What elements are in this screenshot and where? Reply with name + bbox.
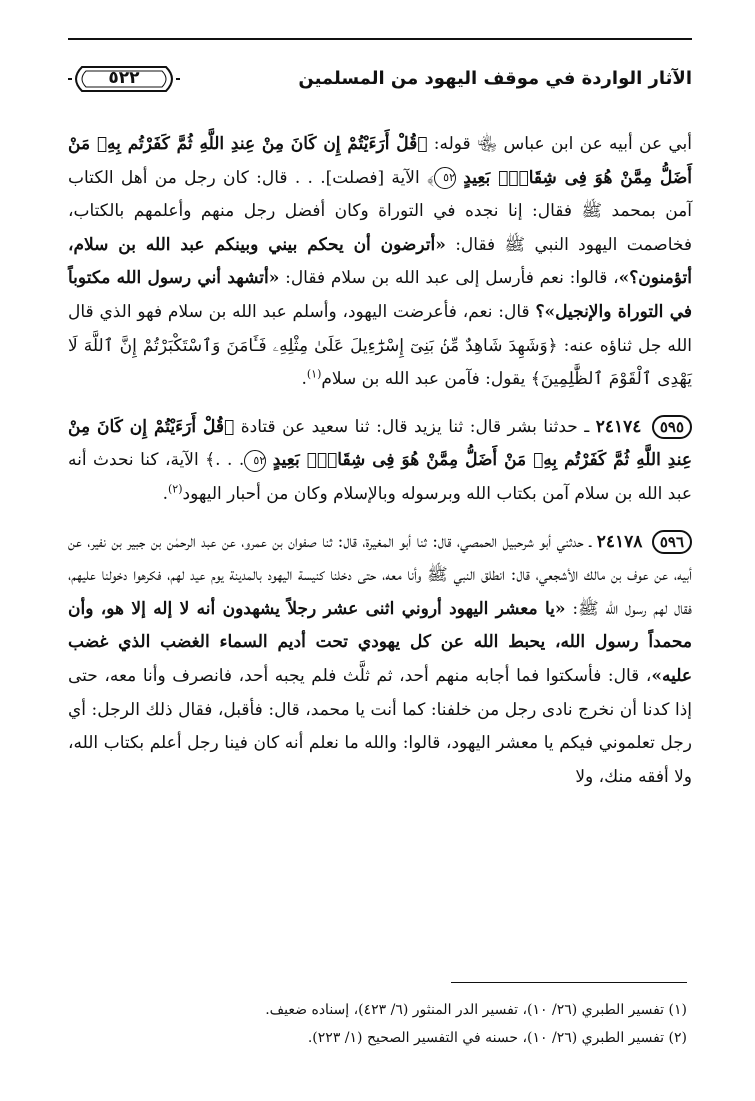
quran-verse: ﴿وَشَهِدَ شَاهِدٌ مِّنۢ بَنِىٓ إِسْرَٰٓءِيلَ عَلَىٰ مِثْلِهِۦ فَـَٔامَنَ وَٱسْتَكْبَرْتُمْ إِنَّ ٱللَّهَ لَا يَهْدِى ٱلْقَوْمَ ٱلظَّٰلِمِينَ﴾ <box>68 335 692 390</box>
running-title: الآثار الواردة في موقف اليهود من المسلمين <box>298 68 692 89</box>
footnote-ref: (١) <box>306 367 322 381</box>
page-number: ٥٢٢ <box>108 68 140 88</box>
page-header <box>68 62 692 102</box>
text: . <box>162 483 168 504</box>
text: أبي عن أبيه عن ابن عباس ﵄ قوله: <box>427 134 692 154</box>
text: يقول: فآمن عبد الله بن سلام <box>321 369 531 390</box>
footnote-rule <box>451 982 687 983</box>
text: ، قالوا: نعم فأرسل إلى عبد الله بن سلام فقال: <box>279 268 619 289</box>
text: ، قال: فأسكتوا فما أجابه منهم أحد، ثم ثلَّث فلم يجبه أحد، فانصرف وأنا معه، حتى إذا كدنا أن نخرج نادى رجل من خلفنا: كما أنت يا محمد، قال: فأقبل، فقال ذلك الرجل: أي رجل تعلموني فيكم يا معشر اليهود، قالوا: والله ما نعلم أنه كان فينا رجل أعلم بكتاب الله، ولا أفقه منك، ولا <box>68 665 692 787</box>
text: . <box>301 369 307 390</box>
hadith-quote: «يا معشر اليهود أروني اثنى عشر رجلاً يشهدون أنه لا إله إلا هو، وأن محمداً رسول الله، يحبط الله عن كل يهودي تحت أديم السماء الغضب الذي غضب عليه» <box>68 598 692 686</box>
text: قال: نعم، فأعرضت اليهود، وأسلم عبد الله بن سلام فهو الذي قال الله جل ثناؤه عنه: <box>68 301 692 356</box>
page-number-badge <box>68 64 180 94</box>
footnote-2: (٢) تفسير الطبري (٢٦/ ١٠)، حسنه في التفسير الصحيح (١/ ٢٢٣). <box>307 1030 687 1046</box>
paragraph-1 <box>68 128 692 397</box>
hadith-quote: «أتشهد أني رسول الله مكتوباً في التوراة والإنجيل»؟ <box>68 268 692 322</box>
athar-number: ٢٤١٧٤ <box>595 416 642 437</box>
ayah-number: ٥٢ <box>244 450 266 472</box>
hadith-number: ٥٩٦ <box>652 530 692 554</box>
footnote-1: (١) تفسير الطبري (٢٦/ ١٠)، تفسير الدر المنثور (٦/ ٤٢٣)، إسناده ضعيف. <box>265 1002 687 1018</box>
footnotes <box>63 996 687 1052</box>
text: ﴾ الآية [فصلت]. . . قال: كان رجل من أهل الكتاب آمن بمحمد ﷺ فقال: إنا نجده في التوراة وكان أفضل رجل منهم وأعلمهم بالكتاب، فخاصمت اليهود النبي ﷺ فقال: <box>68 167 692 255</box>
text: ـ حدثني أبو شرحبيل الحمصي، قال: ثنا أبو المغيرة، قال: ثنا صفوان بن عمرو، عن عبد الرحمٰن بن جبير بن نفير، عن أبيه، عن عوف بن مالك الأشجعي، قال: انطلق النبي ﷺ وأنا معه، حتى دخلنا كنيسة اليهود بالمدينة يوم عيد لهم، فكرهوا دخولنا عليهم، فقال لهم رسول الله ﷺ: <box>68 531 692 619</box>
hadith-quote: «أترضون أن يحكم بيني وبينكم عبد الله بن سلام، أتؤمنون؟» <box>68 234 692 289</box>
paragraph-3 <box>68 526 692 795</box>
text: ـ حدثنا بشر قال: ثنا يزيد قال: ثنا سعيد عن قتادة <box>234 416 596 437</box>
quran-verse: ﴿قُلْ أَرَءَيْتُمْ إِن كَانَ مِنْ عِندِ اللَّهِ ثُمَّ كَفَرْتُم بِهِۦ مَنْ أَضَلُّ مِمَّنْ هُوَ فِى شِقَاقٍۭ بَعِيدٍ <box>68 134 692 188</box>
main-text <box>68 128 692 794</box>
ayah-number: ٥٢ <box>434 167 456 189</box>
athar-number: ٢٤١٧٨ <box>596 531 643 552</box>
hadith-number: ٥٩٥ <box>652 415 692 439</box>
footnote-ref: (٢) <box>168 482 183 496</box>
text: . . .﴾ الآية، كنا نحدث أنه عبد الله بن سلام آمن بكتاب الله وبرسوله وبالإسلام وكان من أحبار اليهود <box>68 450 692 504</box>
header-rule <box>68 38 692 40</box>
quran-verse: ﴿قُلْ أَرَءَيْتُمْ إِن كَانَ مِنْ عِندِ اللَّهِ ثُمَّ كَفَرْتُم بِهِۦ مَنْ أَضَلُّ مِمَّنْ هُوَ فِى شِقَاقٍۭ بَعِيدٍ <box>68 416 692 471</box>
paragraph-2 <box>68 411 692 512</box>
